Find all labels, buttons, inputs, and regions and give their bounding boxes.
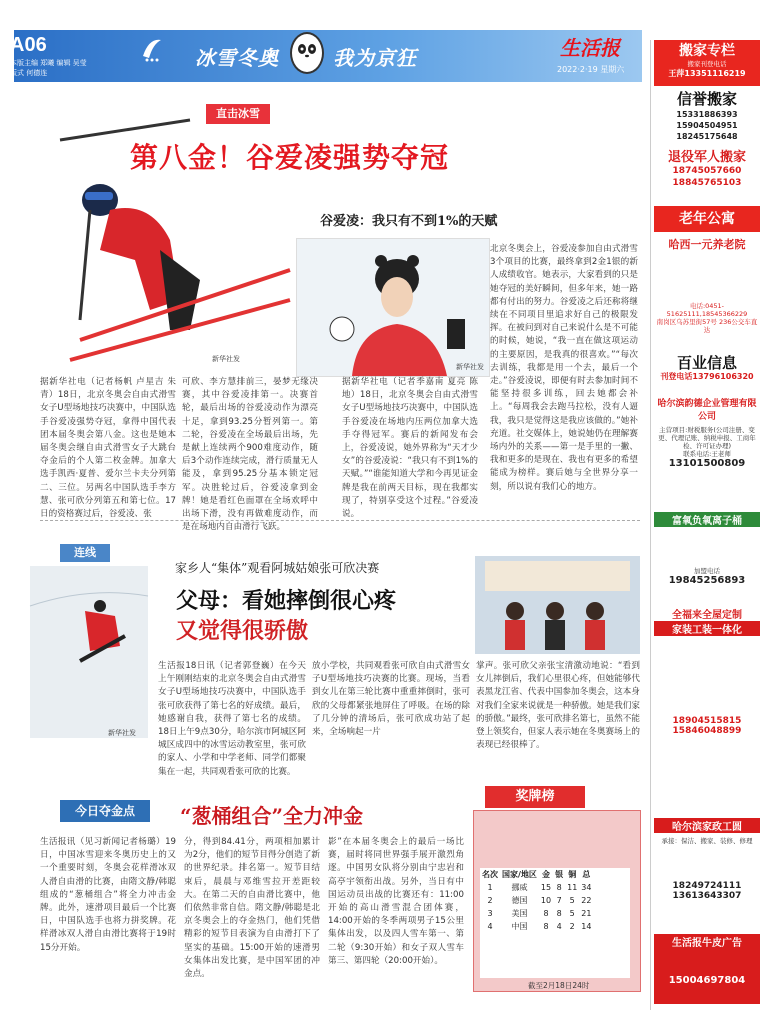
total: 34 (581, 883, 592, 892)
section-tag-direct: 直击冰雪 (206, 104, 270, 124)
ad-title: 哈尔滨家政工圆 (654, 818, 760, 833)
medal-table-panel (480, 868, 630, 978)
article3-col1: 生活报讯（见习新闻记者杨璐）19日，中国冰雪迎来冬奥历史上的又一个重要时刻，冬奥会花样滑冰双人滑自由滑的比赛，由隋文静/韩聪组成的“葱桶组合”将全力冲击金牌。此外，速滑项目最后一个比赛日，中国队选手也将力拼奖牌。花样滑冰双人滑自由滑比赛将于19时15分开始。 (40, 837, 176, 953)
ad-title: 全福来全屋定制 (672, 610, 742, 621)
country: 美国 (511, 909, 528, 918)
col-header: 金 (542, 870, 551, 879)
paper-name: 生活报 (560, 36, 620, 60)
article2-kicker: 家乡人“集体”观看阿城姑娘张可欣决赛 (175, 561, 380, 575)
column-title: 冰雪冬奥 (195, 46, 279, 70)
gold: 8 (543, 922, 549, 931)
ad-address: 南岗区乌苏里街57号 236公交车直达 (656, 318, 758, 334)
country: 挪威 (511, 883, 528, 892)
silver: 8 (556, 883, 562, 892)
ad-oxygen (654, 512, 760, 604)
bing-dwen-dwen-mascot (290, 32, 324, 74)
ad-management-company (654, 396, 760, 508)
article2-col2: 放小学校，共同观看张可欣自由式滑雪女子U型场地技巧决赛的比赛。现场，当看到女儿在第三轮比赛中重重摔倒时，张可欣的父母都紧张地屏住了呼吸。在场的除了几分钟的清场后，张可欣成功站了起来，全场响起一片 (312, 661, 470, 738)
ad-moving-column (654, 40, 760, 86)
ad-title: 哈西一元养老院 (668, 238, 746, 251)
article1-col4: 北京冬奥会上，谷爱凌参加自由式滑雪3个项目的比赛，最终拿到2金1银的新人成绩收官。她表示，大家看到的只是她夺冠的美好瞬间，但多年来，她一路都有付出的努力。谷爱凌之后还称将继续在不同项目里追求好自己的极限发挥。在被问到对自己来说什么是不可能的时候，她说，“我一直在做这项运动的主要原因，是我真的很喜欢。”“每次去训练，我都是用一个去，最后一个走。”谷爱凌说，即便有时去参加时间不能坚持很多训练，回去她都会补上。“每周我会去跑马拉松，没有人逼我，我只是觉得这是我应该做的。”她补充道。社交媒体上，她说她仍在理解赛场内外的关系——第一是手里的一撇、我和更多的是现在、我也有更多的希望能成为榜样。赛后她与全世界分享一刻，所以说有我们心的地方。 (490, 244, 638, 492)
article2-col3: 掌声。张可欣父亲张宝清激动地说：“看到女儿摔倒后，我们心里很心疼，但她能够代表黑龙江省、代表中国参加冬奥会，这本身对我们全家来说就是一种骄傲。她是我们家的骄傲。”最终，张可欣排名第七，虽然不能登上领奖台，但家人表示她在冬奥赛场上的表现已经很棒了。 (476, 661, 640, 751)
section-tag-link: 连线 (60, 544, 110, 562)
ad-custom-furniture (654, 606, 760, 806)
bronze: 5 (569, 909, 575, 918)
rank: 1 (487, 883, 493, 892)
col-header: 国家/地区 (502, 870, 537, 879)
photo-credit-2: 新华社发 (456, 363, 484, 371)
editor-credit: 本版主编 郑曦 编辑 吴莹 (10, 59, 87, 67)
ad-elderly-home-header (654, 206, 760, 232)
col-header: 铜 (568, 870, 577, 879)
country: 德国 (511, 896, 528, 905)
ad-text: 主营项目:财税服务(公司注册、变更、代理记账、纳税申报、工商年检、许可证办理) (658, 426, 756, 450)
ad-title: 搬家专栏 (679, 43, 735, 59)
ad-business-info (654, 352, 760, 392)
ad-moving-company (654, 88, 760, 144)
ad-phone: 电话:0451-51625111,18545366229 (666, 302, 748, 318)
ad-phone: 王萍13351116219 (668, 69, 746, 78)
ad-subtitle: 搬家刊登电话 (687, 60, 727, 68)
designer-credit: 版式 何德连 (10, 69, 48, 77)
divider (40, 520, 640, 522)
snowboarder-photo (30, 566, 148, 738)
ad-phone: 刊登电话13796106320 (660, 372, 754, 381)
gold: 10 (540, 896, 552, 905)
ad-phone: 18249724111 13613643307 (672, 881, 742, 901)
photo-credit-1: 新华社发 (212, 355, 240, 363)
ad-text: 加盟电话 (694, 567, 720, 575)
ad-title: 富氧负氧离子桶 (654, 512, 760, 527)
article2-col1: 生活报18日讯（记者郭登巍）在今天上午刚刚结束的北京冬奥会自由式滑雪女子U型场地技巧决赛中，中国队选手张可欣获得了第七名的好成绩。最后，她感谢自我，获得了第七名的成绩。18日上午9点30分，哈尔滨市阿城区阿城区成四中的冰雪运动教室里，张可欣的家人、小学和中学老师、同学们都聚集在一起，共同观看张可欣的比赛。 (158, 661, 306, 777)
article3-col3: 影”在本届冬奥会上的最后一场比赛，届时将同世界强手展开激烈角逐。中国男女队将分别由宁忠岩和高亭宇领衔出战。另外，当日有中国运动员出战的比赛还有：11:00开始的高山滑雪混合团体赛，14:00开始的冬季两项男子15公里集体出发，以及四人雪车第一、第二轮（9:30开始）和女子双人雪车第三、第四轮（20:00开始）。 (328, 837, 464, 966)
ad-title: 老年公寓 (679, 211, 735, 227)
ad-title: 哈尔滨韵德企业管理有限公司 (657, 399, 757, 422)
ad-title: 百业信息 (676, 354, 737, 372)
article1-col2: 可欣、李方慧排前三，晏梦无缘决赛，其中谷爱凌排第一。决赛首轮，最后出场的谷爱凌动作为漂亮十足，拿到93.25分暂列第一。第二轮，谷爱凌在全场最后出场，先是献上连续两个900难度动作，随后3个动作连续完成，滑行质量无人能及，拿到95.25分基本锁定冠军。决胜轮过后，谷爱凌拿到金牌！她是看红色面罩在全场欢呼中出场下滑，没有再做难度动作，而是在场地内自由滑行飞跃。 (182, 377, 318, 533)
table-row (480, 881, 593, 894)
silver: 4 (556, 922, 562, 931)
publication-date: 2022·2·19 星期六 (557, 65, 625, 74)
bronze: 2 (569, 922, 575, 931)
total: 14 (581, 922, 592, 931)
table-row (480, 907, 593, 920)
ad-newspaper (654, 934, 760, 1004)
family-watching-photo (475, 556, 640, 654)
rank: 3 (487, 909, 493, 918)
header-bar (14, 30, 642, 82)
rank: 4 (487, 922, 493, 931)
article1-headline: 第八金！谷爱凌强势夺冠 (130, 141, 450, 174)
ad-phone: 18904515815 15846048899 (672, 716, 742, 736)
silver: 7 (556, 896, 562, 905)
medal-table (480, 868, 593, 933)
photo-credit-3: 新华社发 (108, 729, 136, 737)
ad-phone: 13101500809 (668, 458, 746, 469)
total: 22 (581, 896, 592, 905)
column-title-2: 我为京狂 (333, 46, 417, 70)
article3-headline: “葱桶组合”全力冲金 (180, 804, 364, 828)
ad-contact: 联系电话:王老师 (683, 450, 731, 458)
col-header: 银 (555, 870, 564, 879)
article3-col2: 分，得到84.41分，两项相加累计为2分，他们的短节目得分创造了新的世界纪录。排名第一。短节目结束后，晨晨与邓维雪拉开差距较大。在第二天的自由滑比赛中，他们依然非常自信。隋文静/韩聪是北京冬奥会上的夺金热门，他们凭借精彩的短节目表演为自由滑打下了坚实的基础。15:00开始的速滑男女集体出发比赛，是中国军团的冲金点。 (184, 837, 320, 980)
section-tag-gold-points: 今日夺金点 (60, 800, 150, 822)
silver: 8 (556, 909, 562, 918)
col-header: 名次 (482, 870, 498, 879)
col-header: 总 (582, 870, 591, 879)
beijing-2022-logo (135, 30, 169, 64)
rank: 2 (487, 896, 493, 905)
article2-headline-2: 又觉得很骄傲 (176, 618, 309, 644)
table-row (480, 894, 593, 907)
country: 中国 (511, 922, 528, 931)
gold: 15 (540, 883, 552, 892)
article1-subtitle: 谷爱凌：我只有不到1%的天赋 (320, 214, 498, 229)
ad-title: 生活报牛皮广告 (672, 938, 742, 949)
ad-housekeeping (654, 818, 760, 928)
ad-phone: 15331886393 15904504951 18245175648 (676, 110, 738, 141)
total: 21 (581, 909, 592, 918)
ad-title: 退役军人搬家 (667, 150, 746, 165)
ad-title-2: 家装工装一体化 (654, 621, 760, 636)
ad-phone: 19845256893 (668, 575, 746, 586)
page-header (0, 0, 650, 84)
ad-veteran-moving (654, 146, 760, 202)
page-number: A06 (10, 34, 47, 56)
bronze: 11 (567, 883, 578, 892)
athlete-portrait-photo (296, 238, 490, 377)
gold: 8 (543, 909, 549, 918)
ad-text: 承接：保洁、搬家、装修、修理 (661, 837, 753, 845)
table-row (480, 920, 593, 933)
medal-table-note: 截至2月18日24时 (528, 981, 590, 990)
article1-col3: 据新华社电（记者季嘉南 夏亮 陈地）18日，北京冬奥会自由式滑雪女子U型场地技巧决赛中，中国队选手谷爱凌在场地内压两位加拿大选手夺得冠军。赛后的新闻发布会上，谷爱凌说，她外界称为“天才少女”的谷爱凌说：“我只有不到1%的天赋。”“谁能知道大学和今再见证金牌是我在前两天目标，现在我都实现了，特别享受这个过程。”谷爱凌说。 (342, 377, 478, 520)
article1-col1: 据新华社电（记者杨帆 卢星吉 朱青）18日，北京冬奥会自由式滑雪女子U型场地技巧决赛中，中国队选手谷爱凌强势夺冠，拿得中国代表团本届冬奥会第八金。这也是她本届冬奥会继自由式滑雪女子大跳台夺金后的个人第二枚金牌。加拿大选手凯西·夏普、爱尔兰卡夫分列第二、三位。另两名中国队选手李方慧、张可欣分列第五和第七位。17日的资格赛过后，谷爱凌、张 (40, 377, 176, 520)
ad-elderly-home (654, 236, 760, 336)
ad-phone: 15004697804 (668, 975, 746, 986)
bronze: 5 (569, 896, 575, 905)
ad-title: 信誉搬家 (676, 90, 737, 108)
medal-table-title: 奖牌榜 (485, 786, 585, 808)
article2-headline-1: 父母：看她摔倒很心疼 (176, 588, 397, 614)
ad-phone: 18745057660 18845765103 (672, 166, 742, 188)
